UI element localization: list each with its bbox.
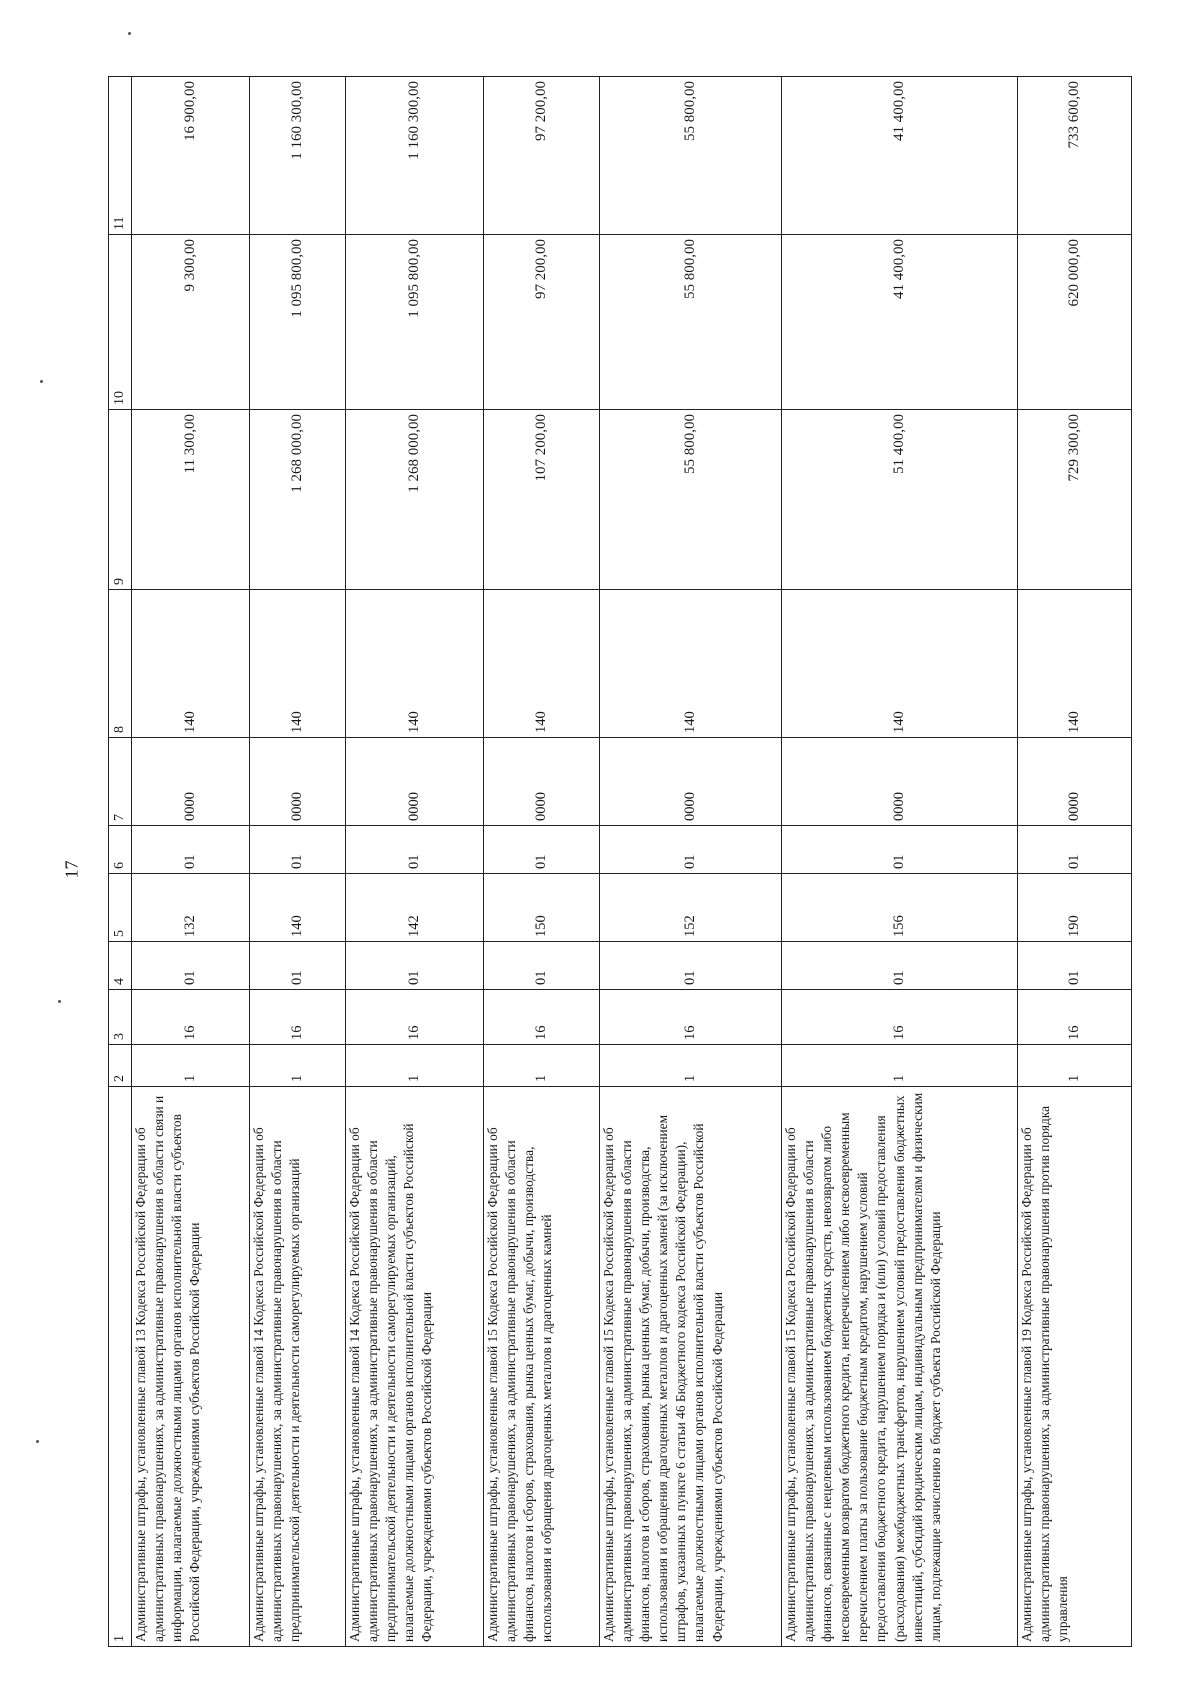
code-cell: 01 bbox=[132, 942, 250, 990]
code-cell: 1 bbox=[484, 1045, 600, 1087]
row-description: Административные штрафы, установленные главой 15 Кодекса Российской Федерации об административных правонарушениях, за административные правонарушения в области финансов, налогов и сборов, страхования, рынка ценных бумаг, добычи, производства, использования и обращения драгоценных металлов и драгоценных камней bbox=[484, 1087, 600, 1647]
amount-cell: 107 200,00 bbox=[484, 410, 600, 590]
page-number: 17 bbox=[61, 860, 82, 879]
code-cell: 140 bbox=[782, 590, 1018, 738]
amount-cell: 1 268 000,00 bbox=[346, 410, 484, 590]
scan-speck bbox=[58, 1000, 61, 1003]
table-row bbox=[346, 77, 484, 1647]
row-description: Административные штрафы, установленные главой 19 Кодекса Российской Федерации об административных правонарушениях, за административные правонарушения против порядка управления bbox=[1018, 1087, 1132, 1647]
code-cell: 140 bbox=[1018, 590, 1132, 738]
amount-cell: 1 268 000,00 bbox=[250, 410, 346, 590]
code-cell: 01 bbox=[132, 826, 250, 874]
amount-cell: 97 200,00 bbox=[484, 77, 600, 235]
code-cell: 0000 bbox=[1018, 738, 1132, 826]
code-cell: 1 bbox=[1018, 1045, 1132, 1087]
code-cell: 1 bbox=[346, 1045, 484, 1087]
col-header: 2 bbox=[109, 1045, 132, 1087]
amount-cell: 729 300,00 bbox=[1018, 410, 1132, 590]
code-cell: 16 bbox=[1018, 990, 1132, 1045]
code-cell: 01 bbox=[1018, 826, 1132, 874]
code-cell: 140 bbox=[132, 590, 250, 738]
amount-cell: 55 800,00 bbox=[600, 410, 782, 590]
table-row bbox=[782, 77, 1018, 1647]
amount-cell: 41 400,00 bbox=[782, 235, 1018, 410]
table-row bbox=[132, 77, 250, 1647]
code-cell: 16 bbox=[132, 990, 250, 1045]
col-header: 6 bbox=[109, 826, 132, 874]
code-cell: 01 bbox=[346, 826, 484, 874]
row-description: Административные штрафы, установленные главой 14 Кодекса Российской Федерации об административных правонарушениях, за административные правонарушения в области предпринимательской деятельности и деятельности саморегулируемых организаций, налагаемые должностными лицами органов исполнительной власти субъектов Российской Федерации, учреждениями субъектов Российской Федерации bbox=[346, 1087, 484, 1647]
code-cell: 01 bbox=[782, 942, 1018, 990]
table-row bbox=[484, 77, 600, 1647]
col-header: 9 bbox=[109, 410, 132, 590]
col-header: 4 bbox=[109, 942, 132, 990]
code-cell: 01 bbox=[782, 826, 1018, 874]
col-header: 7 bbox=[109, 738, 132, 826]
code-cell: 1 bbox=[250, 1045, 346, 1087]
amount-cell: 11 300,00 bbox=[132, 410, 250, 590]
code-cell: 0000 bbox=[346, 738, 484, 826]
amount-cell: 55 800,00 bbox=[600, 235, 782, 410]
amount-cell: 51 400,00 bbox=[782, 410, 1018, 590]
row-description: Административные штрафы, установленные главой 13 Кодекса Российской Федерации об административных правонарушениях, за административные правонарушения в области связи и информации, налагаемые должностными лицами органов исполнительной власти субъектов Российской Федерации, учреждениями субъектов Российской Федерации bbox=[132, 1087, 250, 1647]
code-cell: 140 bbox=[250, 590, 346, 738]
code-cell: 1 bbox=[132, 1045, 250, 1087]
amount-cell: 41 400,00 bbox=[782, 77, 1018, 235]
col-header: 3 bbox=[109, 990, 132, 1045]
row-description: Административные штрафы, установленные главой 15 Кодекса Российской Федерации об административных правонарушениях, за административные правонарушения в области финансов, налогов и сборов, страхования, рынка ценных бумаг, добычи, производства, использования и обращения драгоценных металлов и драгоценных камней (за исключением штрафов, указанных в пункте 6 статьи 46 Бюджетного кодекса Российской Федерации), налагаемые должностными лицами органов исполнительной власти субъектов Российской Федерации, учреждениями субъектов Российской Федерации bbox=[600, 1087, 782, 1647]
code-cell: 150 bbox=[484, 874, 600, 942]
amount-cell: 733 600,00 bbox=[1018, 77, 1132, 235]
row-description: Административные штрафы, установленные главой 14 Кодекса Российской Федерации об административных правонарушениях, за административные правонарушения в области предпринимательской деятельности и деятельности саморегулируемых организаций bbox=[250, 1087, 346, 1647]
amount-cell: 1 095 800,00 bbox=[250, 235, 346, 410]
scan-speck bbox=[128, 32, 131, 35]
code-cell: 0000 bbox=[132, 738, 250, 826]
code-cell: 01 bbox=[346, 942, 484, 990]
code-cell: 0000 bbox=[484, 738, 600, 826]
code-cell: 140 bbox=[250, 874, 346, 942]
table-row bbox=[1018, 77, 1132, 1647]
code-cell: 156 bbox=[782, 874, 1018, 942]
code-cell: 132 bbox=[132, 874, 250, 942]
code-cell: 01 bbox=[484, 942, 600, 990]
table-container bbox=[108, 77, 1130, 1647]
code-cell: 140 bbox=[484, 590, 600, 738]
header-row bbox=[109, 77, 132, 1647]
code-cell: 152 bbox=[600, 874, 782, 942]
amount-cell: 9 300,00 bbox=[132, 235, 250, 410]
code-cell: 01 bbox=[250, 826, 346, 874]
code-cell: 1 bbox=[600, 1045, 782, 1087]
scan-speck bbox=[40, 380, 43, 383]
code-cell: 16 bbox=[250, 990, 346, 1045]
code-cell: 0000 bbox=[782, 738, 1018, 826]
amount-cell: 16 900,00 bbox=[132, 77, 250, 235]
code-cell: 1 bbox=[782, 1045, 1018, 1087]
col-header: 11 bbox=[109, 77, 132, 235]
code-cell: 01 bbox=[600, 942, 782, 990]
code-cell: 0000 bbox=[250, 738, 346, 826]
code-cell: 190 bbox=[1018, 874, 1132, 942]
code-cell: 16 bbox=[346, 990, 484, 1045]
code-cell: 01 bbox=[600, 826, 782, 874]
amount-cell: 1 160 300,00 bbox=[250, 77, 346, 235]
col-header: 5 bbox=[109, 874, 132, 942]
code-cell: 01 bbox=[250, 942, 346, 990]
code-cell: 16 bbox=[484, 990, 600, 1045]
code-cell: 142 bbox=[346, 874, 484, 942]
code-cell: 0000 bbox=[600, 738, 782, 826]
scan-speck bbox=[36, 1440, 39, 1443]
amount-cell: 97 200,00 bbox=[484, 235, 600, 410]
table-row bbox=[600, 77, 782, 1647]
amount-cell: 1 095 800,00 bbox=[346, 235, 484, 410]
amount-cell: 1 160 300,00 bbox=[346, 77, 484, 235]
col-header: 8 bbox=[109, 590, 132, 738]
code-cell: 01 bbox=[1018, 942, 1132, 990]
row-description: Административные штрафы, установленные главой 15 Кодекса Российской Федерации об административных правонарушениях, за административные правонарушения в области финансов, связанные с нецелевым использованием бюджетных средств, невозвратом либо несвоевременным возвратом бюджетного кредита, неперечислением либо несвоевременным перечислением платы за пользование бюджетным кредитом, нарушением условий предоставления бюджетного кредита, нарушением порядка и (или) условий предоставления (расходования) межбюджетных трансфертов, нарушением условий предоставления бюджетных инвестиций, субсидий юридическим лицам, индивидуальным предпринимателям и физическим лицам, подлежащие зачислению в бюджет субъекта Российской Федерации bbox=[782, 1087, 1018, 1647]
code-cell: 01 bbox=[484, 826, 600, 874]
col-header: 1 bbox=[109, 1087, 132, 1647]
amount-cell: 55 800,00 bbox=[600, 77, 782, 235]
budget-table bbox=[108, 76, 1132, 1647]
col-header: 10 bbox=[109, 235, 132, 410]
code-cell: 140 bbox=[600, 590, 782, 738]
code-cell: 16 bbox=[782, 990, 1018, 1045]
table-row bbox=[250, 77, 346, 1647]
code-cell: 140 bbox=[346, 590, 484, 738]
amount-cell: 620 000,00 bbox=[1018, 235, 1132, 410]
code-cell: 16 bbox=[600, 990, 782, 1045]
